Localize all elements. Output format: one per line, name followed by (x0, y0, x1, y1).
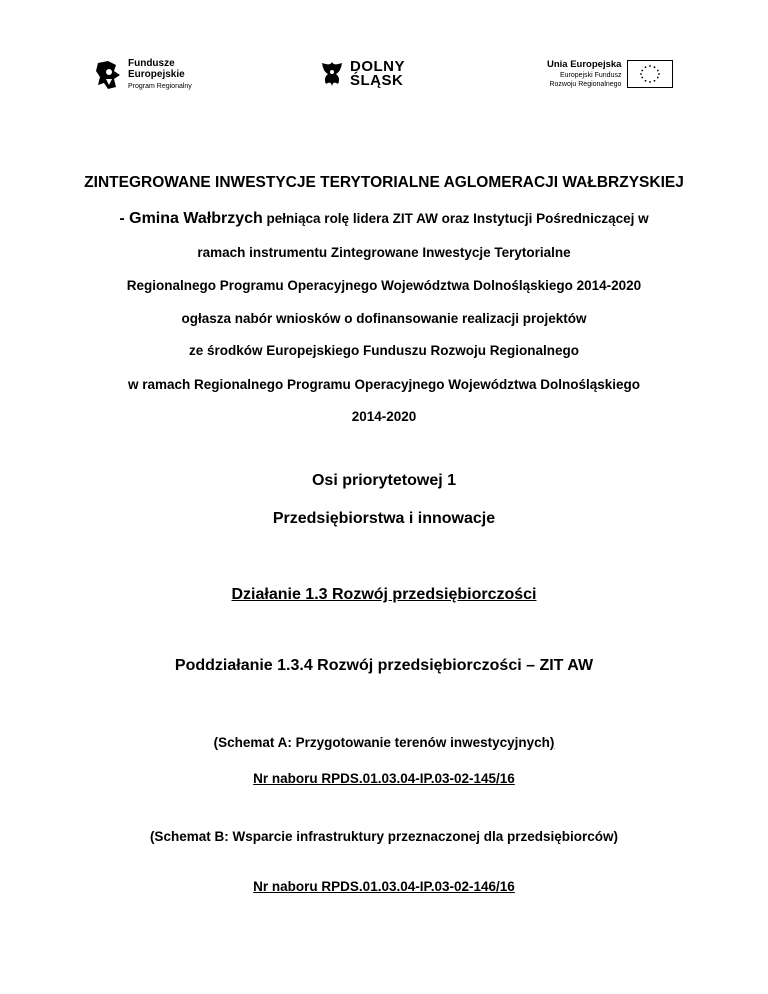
schemat-a-text: (Schemat A: Przygotowanie terenów inwestycyjnych (213, 735, 550, 750)
dolny-slask-logo (320, 60, 405, 88)
main-title: ZINTEGROWANE INWESTYCJE TERYTORIALNE AGLOMERACJI WAŁBRZYSKIEJ (84, 174, 684, 191)
fundusze-europejskie-icon (96, 59, 122, 91)
period-line: 2014-2020 (351, 409, 417, 424)
fund-line: ze środków Europejskiego Funduszu Rozwoju Regionalnego (188, 343, 580, 358)
dolny-label: DOLNY (350, 58, 405, 75)
program-line: Regionalnego Programu Operacyjnego Województwa Dolnośląskiego 2014-2020 (126, 278, 642, 293)
eagle-crest-icon (320, 60, 344, 88)
schemat-a-close: ) (549, 735, 555, 750)
axis-subtitle: Przedsiębiorstwa i innowacje (272, 510, 496, 527)
instrument-line: ramach instrumentu Zintegrowane Inwestycje Terytorialne (197, 245, 571, 260)
schemat-a-line (0, 735, 768, 750)
schemat-b-line: (Schemat B: Wsparcie infrastruktury przeznaczonej dla przedsiębiorców) (149, 829, 619, 844)
fundusze-label: Fundusze (128, 58, 175, 69)
program-regionalny-label: Program Regionalny (128, 83, 192, 90)
efrr-label-1: Europejski Fundusz (559, 72, 622, 79)
schemat-b-nabor: Nr naboru RPDS.01.03.04-IP.03-02-146/16 (253, 879, 515, 894)
gmina-name: - Gmina Wałbrzych (119, 210, 263, 227)
poddzialanie-heading: Poddziałanie 1.3.4 Rozwój przedsiębiorczości – ZIT AW (174, 657, 594, 674)
eu-flag-icon (627, 60, 673, 88)
axis-title: Osi priorytetowej 1 (311, 472, 457, 489)
dzialanie-heading: Działanie 1.3 Rozwój przedsiębiorczości (231, 586, 537, 603)
unia-europejska-label: Unia Europejska (547, 59, 622, 70)
gmina-role: pełniąca rolę lidera ZIT AW oraz Instytucji Pośredniczącej w (262, 211, 649, 226)
schemat-a-nabor: Nr naboru RPDS.01.03.04-IP.03-02-145/16 (253, 771, 515, 786)
unia-europejska-logo (547, 60, 673, 89)
efrr-label-2: Rozwoju Regionalnego (549, 81, 622, 88)
announcement-line: ogłasza nabór wniosków o dofinansowanie realizacji projektów (181, 311, 587, 326)
europejskie-label: Europejskie (128, 69, 185, 80)
fundusze-europejskie-logo (96, 58, 192, 92)
rpo-line: w ramach Regionalnego Programu Operacyjnego Województwa Dolnośląskiego (127, 377, 641, 392)
logo-bar (0, 52, 768, 102)
gmina-line (0, 210, 768, 228)
slask-label: ŚLĄSK (350, 72, 404, 89)
